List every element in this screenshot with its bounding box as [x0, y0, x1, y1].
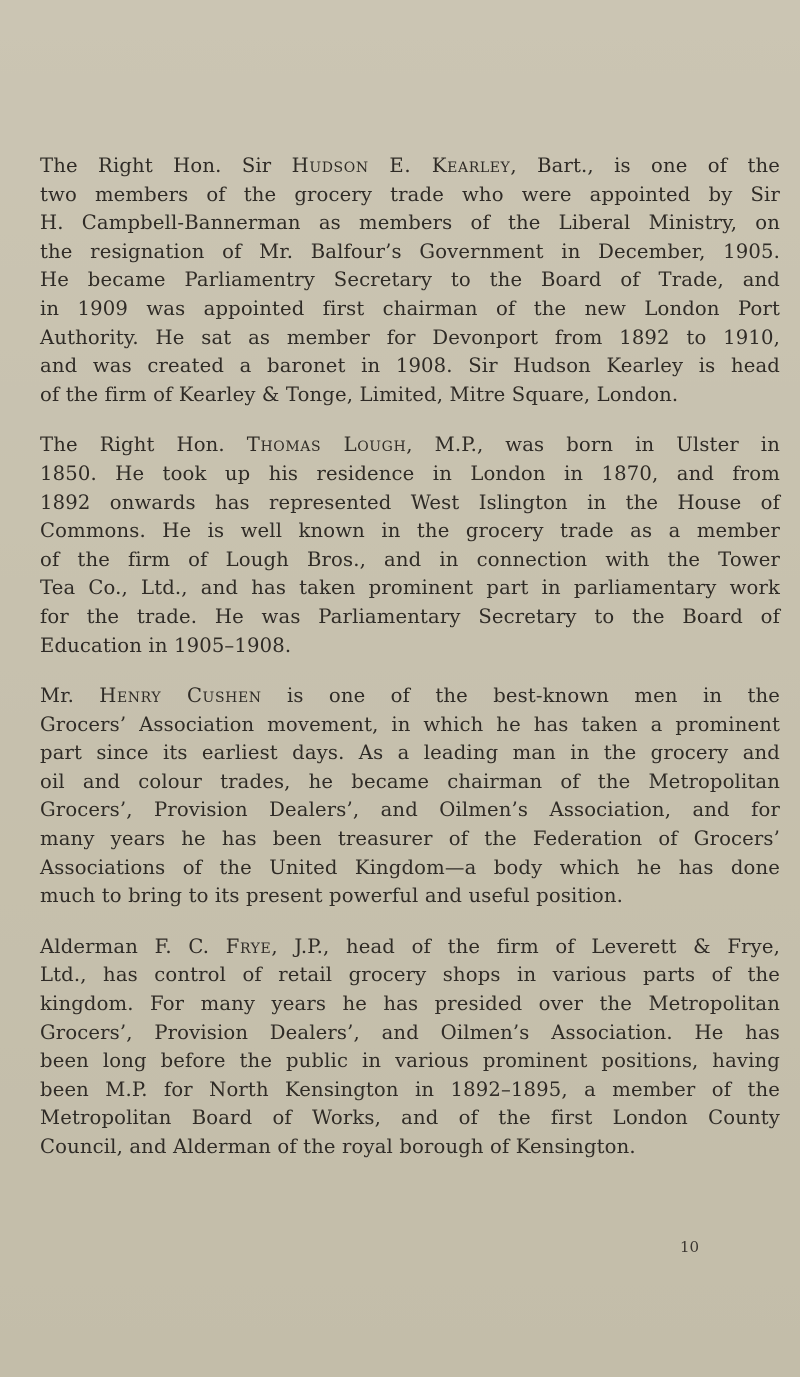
paragraph	[40, 152, 780, 409]
text-run: much to bring to its present powerful and useful position.	[40, 884, 623, 908]
person-name: Hudson E. Kearley	[291, 154, 511, 177]
text-line	[40, 711, 780, 740]
text-line	[40, 1133, 780, 1162]
text-run: the resignation of Mr. Balfour’s Government in December, 1905.	[40, 239, 780, 263]
text-run: is one of the best-known men in the	[261, 684, 780, 708]
text-line	[40, 489, 780, 518]
text-run: been M.P. for North Kensington in 1892–1895, a member of the	[40, 1077, 780, 1101]
text-run: Alderman F. C.	[40, 934, 226, 958]
text-run: , M.P., was born in Ulster in	[406, 433, 780, 457]
text-run: Grocers’ Association movement, in which he has taken a prominent	[40, 712, 780, 736]
text-line	[40, 990, 780, 1019]
text-run: Commons. He is well known in the grocery trade as a member	[40, 519, 780, 543]
text-run: in 1909 was appointed first chairman of the new London Port	[40, 296, 780, 320]
text-line	[40, 961, 780, 990]
text-run: Associations of the United Kingdom—a body which he has done	[40, 855, 780, 879]
text-run: of the firm of Kearley & Tonge, Limited, Mitre Square, London.	[40, 382, 679, 406]
text-line	[40, 574, 780, 603]
text-run: many years he has been treasurer of the Federation of Grocers’	[40, 827, 780, 851]
paragraph	[40, 431, 780, 660]
person-name: Frye	[225, 934, 272, 958]
text-line	[40, 1104, 780, 1133]
text-line	[40, 682, 780, 711]
text-line	[40, 546, 780, 575]
text-run: 1850. He took up his residence in London in 1870, and from	[40, 461, 780, 485]
text-run: 1892 onwards has represented West Islington in the House of	[40, 490, 780, 514]
text-run: been long before the public in various prominent positions, having	[40, 1049, 780, 1073]
paragraph	[40, 682, 780, 911]
text-line	[40, 238, 780, 267]
text-run: Authority. He sat as member for Devonport from 1892 to 1910,	[40, 325, 780, 349]
text-line	[40, 933, 780, 962]
person-name: Thomas Lough	[246, 433, 407, 457]
body-text	[40, 152, 780, 1184]
text-run: Mr.	[40, 684, 100, 708]
text-run: part since its earliest days. As a leading man in the grocery and	[40, 741, 780, 765]
text-line	[40, 152, 780, 181]
text-line	[40, 1019, 780, 1048]
text-line	[40, 768, 780, 797]
text-run: of the firm of Lough Bros., and in connection with the Tower	[40, 547, 780, 571]
text-line	[40, 266, 780, 295]
text-line	[40, 209, 780, 238]
text-line	[40, 882, 780, 911]
text-line	[40, 431, 780, 460]
paragraph	[40, 933, 780, 1162]
text-line	[40, 460, 780, 489]
text-run: two members of the grocery trade who were appointed by Sir	[40, 182, 780, 206]
text-run: kingdom. For many years he has presided over the Metropolitan	[40, 992, 780, 1016]
text-line	[40, 181, 780, 210]
text-run: , Bart., is one of the	[510, 154, 781, 177]
text-line	[40, 632, 780, 661]
text-run: H. Campbell-Bannerman as members of the Liberal Ministry, on	[40, 211, 780, 235]
text-line	[40, 854, 780, 883]
text-run: The Right Hon. Sir	[40, 154, 292, 177]
text-run: Ltd., has control of retail grocery shops in various parts of the	[40, 963, 780, 987]
text-run: Grocers’, Provision Dealers’, and Oilmen’s Association. He has	[40, 1020, 780, 1044]
page-number: 10	[680, 1238, 700, 1256]
text-line	[40, 603, 780, 632]
text-line	[40, 295, 780, 324]
text-line	[40, 324, 780, 353]
text-line	[40, 352, 780, 381]
text-line	[40, 825, 780, 854]
text-run: He became Parliamentry Secretary to the Board of Trade, and	[40, 268, 780, 292]
text-line	[40, 381, 780, 410]
text-run: Grocers’, Provision Dealers’, and Oilmen’s Association, and for	[40, 798, 780, 822]
text-run: Metropolitan Board of Works, and of the first London County	[40, 1106, 780, 1130]
text-line	[40, 517, 780, 546]
text-line	[40, 1047, 780, 1076]
text-run: for the trade. He was Parliamentary Secretary to the Board of	[40, 604, 780, 628]
text-run: Education in 1905–1908.	[40, 633, 292, 657]
text-run: , J.P., head of the firm of Leverett & Frye,	[271, 934, 781, 958]
text-run: Council, and Alderman of the royal borough of Kensington.	[40, 1135, 636, 1158]
text-run: and was created a baronet in 1908. Sir Hudson Kearley is head	[40, 354, 780, 378]
text-run: The Right Hon.	[40, 433, 247, 457]
text-line	[40, 1076, 780, 1105]
text-run: Tea Co., Ltd., and has taken prominent part in parliamentary work	[40, 576, 780, 600]
text-run: oil and colour trades, he became chairman of the Metropolitan	[40, 769, 780, 793]
person-name: Henry Cushen	[99, 684, 262, 708]
text-line	[40, 739, 780, 768]
text-line	[40, 796, 780, 825]
